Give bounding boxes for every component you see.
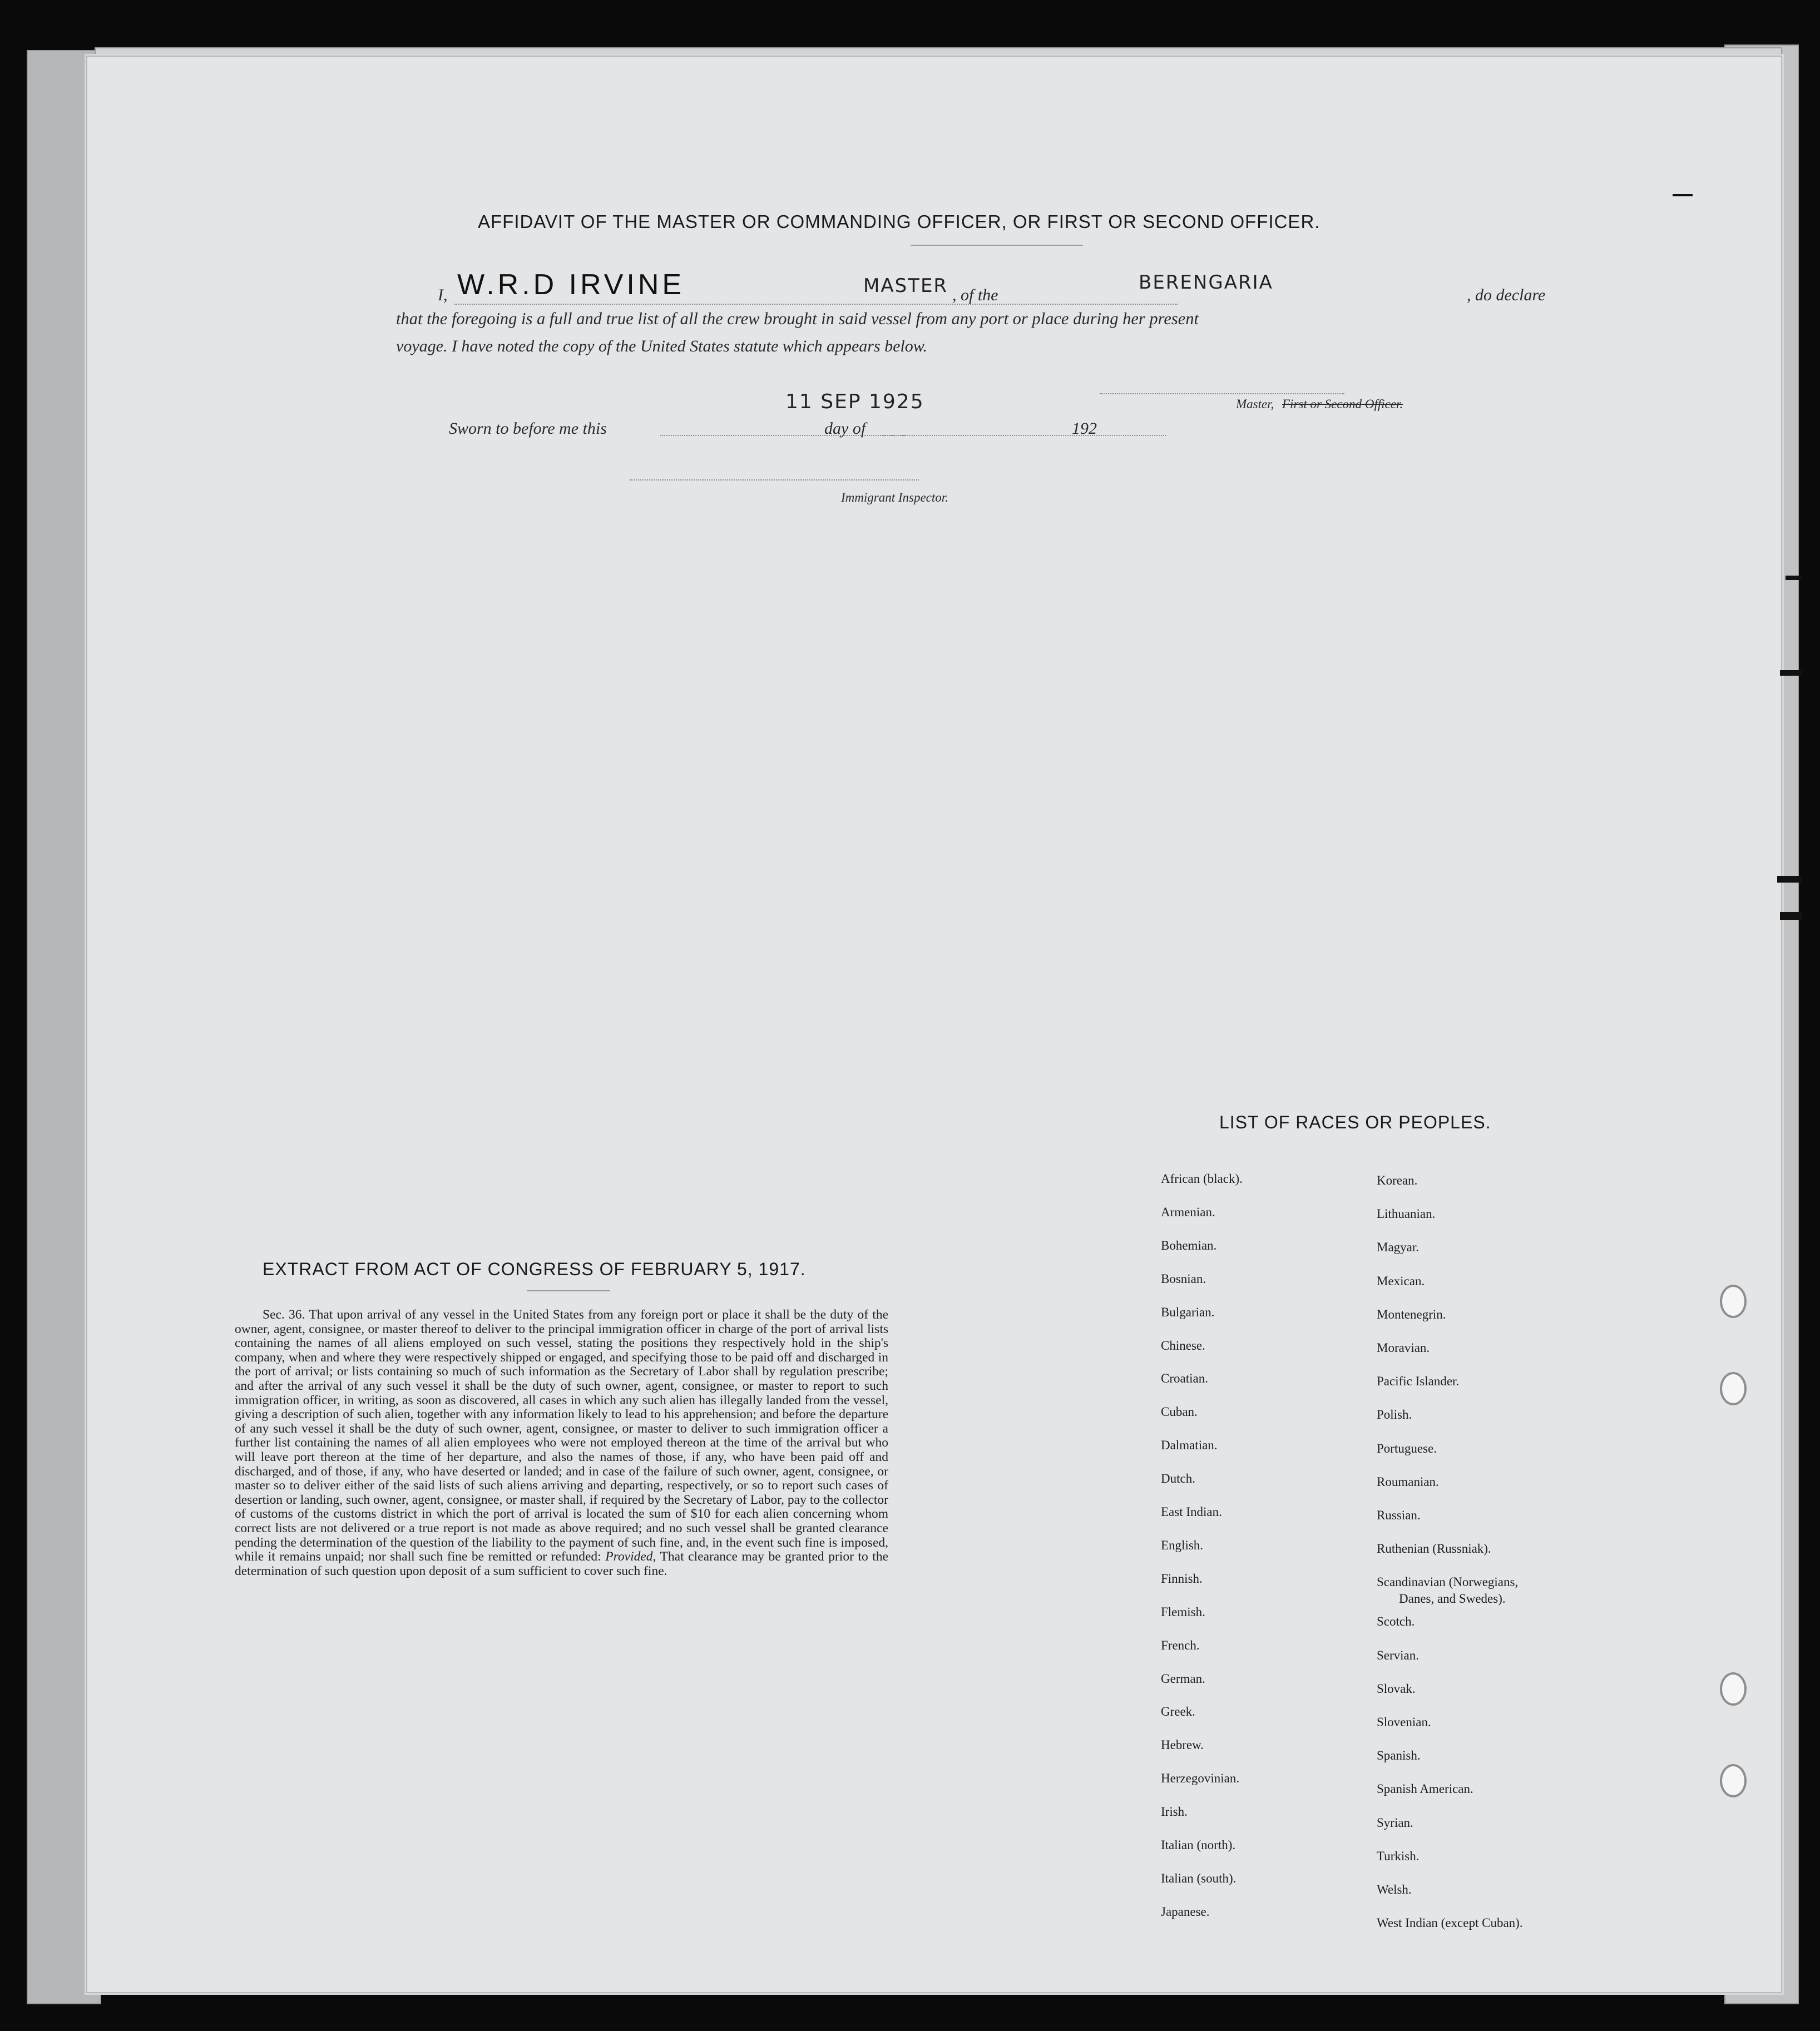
- race-item: Montenegrin.: [1377, 1307, 1446, 1321]
- race-item: Finnish.: [1161, 1571, 1203, 1586]
- race-item: Bohemian.: [1161, 1238, 1217, 1252]
- signature-title: Master,: [1236, 397, 1274, 411]
- races-title: LIST OF RACES OR PEOPLES.: [1219, 1112, 1491, 1132]
- race-item: Italian (north).: [1161, 1838, 1236, 1852]
- punch-hole: [1720, 1764, 1747, 1797]
- race-item: Japanese.: [1161, 1904, 1210, 1919]
- race-item: Armenian.: [1161, 1205, 1215, 1219]
- month-line: [883, 435, 1166, 436]
- affidavit-prefix: I,: [438, 286, 448, 304]
- statute-text: [235, 1308, 888, 1578]
- signature-line: [1100, 393, 1344, 394]
- background-ink-mark: [1777, 876, 1802, 883]
- of-the-label: , of the: [952, 286, 998, 304]
- inspector-line: [630, 479, 919, 480]
- manifest-page: [86, 56, 1782, 1993]
- race-item: Pacific Islander.: [1377, 1374, 1460, 1389]
- race-item: Bosnian.: [1161, 1271, 1206, 1286]
- race-item: Croatian.: [1161, 1371, 1208, 1386]
- race-item: Cuban.: [1161, 1405, 1198, 1419]
- extract-title: EXTRACT FROM ACT OF CONGRESS OF FEBRUARY 5, 1917.: [263, 1259, 806, 1279]
- year-prefix: 192: [1072, 419, 1097, 438]
- race-item: Korean.: [1377, 1173, 1418, 1187]
- race-item: Slovenian.: [1377, 1715, 1431, 1729]
- race-item: Flemish.: [1161, 1604, 1205, 1619]
- race-item: Mexican.: [1377, 1274, 1425, 1288]
- race-item: Lithuanian.: [1377, 1207, 1436, 1221]
- title-rule: [911, 245, 1083, 246]
- race-item: Welsh.: [1377, 1883, 1412, 1896]
- punch-hole: [1720, 1672, 1747, 1706]
- sworn-label: Sworn to before me this: [449, 419, 607, 438]
- sworn-date-line: [660, 435, 905, 436]
- struck-officer-title: First or Second Officer.: [1282, 397, 1403, 411]
- background-ink-mark: [1780, 670, 1802, 676]
- race-item: Portuguese.: [1377, 1441, 1437, 1455]
- race-item: Syrian.: [1377, 1815, 1413, 1830]
- race-item: English.: [1161, 1538, 1204, 1552]
- name-line: [454, 304, 1178, 305]
- race-item: Servian.: [1377, 1648, 1420, 1662]
- race-item: Bulgarian.: [1161, 1305, 1215, 1319]
- race-item: Magyar.: [1377, 1240, 1420, 1255]
- statute-body: That upon arrival of any vessel in the United States from any foreign port or place it shall be the duty of the owner, agent, consignee, or master thereof to deliver to the principal immigration officer in charge of the port of arrival lists containing the names of all aliens employed on such vessel, stating the positions they respectively hold in the ship's company, when and where they were respectively shipped or engaged, and specifying those to be paid off and discharged in the port of arrival; or lists containing so much of such information as the Secretary of Labor shall by regulation prescribe; and after the arrival of any such vessel it shall be the duty of such owner, agent, consignee, or master to report to such immigration officer, in writing, as soon as discovered, all cases in which any such alien has illegally landed from the vessel, giving a description of such alien, together with any information likely to lead to his apprehension; and before the departure of any such vessel it shall be the duty of such owner, agent, consignee, or master to deliver to such immigration officer a further list containing the names of all alien employees who were not employed thereon at the time of the arrival but who will leave port thereon at the time of her departure, and also the names of those, if any, who have been paid off and discharged, and of those, if any, who have deserted or landed; and in case of the failure of such owner, agent, consignee, or master so to deliver either of the said lists of such aliens arriving and departing, respectively, or so to report such cases of desertion or landing, such owner, agent, consignee, or master shall, if required by the Secretary of Labor, pay to the collector of customs of the customs district in which the port of arrival is located the sum of $10 for each alien concerning whom correct lists are not delivered or a true report is not made as above required; and no such vessel shall be granted clearance pending the determination of the question of the liability to the payment of such fine, and, in the event such fine is imposed, while it remains unpaid; nor shall such fine be remitted or refunded:: [235, 1307, 888, 1564]
- race-item: Spanish American.: [1377, 1782, 1473, 1796]
- extract-rule: [527, 1290, 610, 1291]
- background-ink-mark: [1780, 912, 1802, 920]
- day-of-label: day of: [824, 419, 866, 438]
- race-item: Hebrew.: [1161, 1738, 1204, 1752]
- date-stamp: 11 SEP 1925: [785, 390, 924, 413]
- inspector-label: Immigrant Inspector.: [841, 491, 948, 504]
- affidavit-title: AFFIDAVIT OF THE MASTER OR COMMANDING OFFICER, OR FIRST OR SECOND OFFICER.: [478, 211, 1321, 232]
- race-item: Polish.: [1377, 1408, 1412, 1422]
- rank-stamp: MASTER: [863, 275, 948, 297]
- margin-ink-mark: [1673, 194, 1693, 196]
- section-label: Sec. 36.: [263, 1307, 305, 1322]
- proviso-label: Provided,: [605, 1549, 656, 1564]
- race-item: Dalmatian.: [1161, 1438, 1218, 1453]
- declare-label: , do declare: [1467, 286, 1546, 304]
- race-item: German.: [1161, 1671, 1205, 1686]
- affidavit-line-3: voyage. I have noted the copy of the United States statute which appears below.: [396, 337, 928, 355]
- race-item: Slovak.: [1377, 1681, 1416, 1696]
- race-item: Moravian.: [1377, 1341, 1430, 1355]
- proviso-text: That clearance may be granted prior to the determination of such question upon deposit of a sum sufficient to cover such fine.: [235, 1549, 888, 1578]
- vessel-name: BERENGARIA: [1139, 271, 1273, 294]
- race-item: Ruthenian (Russniak).: [1377, 1542, 1491, 1556]
- race-item: West Indian (except Cuban).: [1377, 1916, 1523, 1930]
- background-ink-mark: [1786, 576, 1802, 580]
- race-item: Italian (south).: [1161, 1871, 1237, 1885]
- race-item: Chinese.: [1161, 1338, 1205, 1353]
- race-item: Scotch.: [1377, 1614, 1415, 1629]
- affidavit-line-2: that the foregoing is a full and true list of all the crew brought in said vessel from any port or place during her present: [396, 309, 1199, 328]
- race-item: Scandinavian (Norwegians,: [1377, 1575, 1519, 1589]
- race-item: Turkish.: [1377, 1849, 1420, 1863]
- punch-hole: [1720, 1285, 1747, 1318]
- race-item: Spanish.: [1377, 1748, 1421, 1763]
- race-item: Greek.: [1161, 1705, 1195, 1719]
- race-item: Russian.: [1377, 1508, 1421, 1522]
- master-name: W.R.D IRVINE: [457, 269, 685, 301]
- race-item: African (black).: [1161, 1172, 1243, 1186]
- race-item: East Indian.: [1161, 1505, 1222, 1519]
- race-item: Irish.: [1161, 1805, 1188, 1819]
- race-item: Roumanian.: [1377, 1474, 1439, 1489]
- race-item: Dutch.: [1161, 1472, 1195, 1486]
- race-item: Danes, and Swedes).: [1399, 1592, 1506, 1606]
- punch-hole: [1720, 1372, 1747, 1405]
- race-item: Herzegovinian.: [1161, 1771, 1240, 1786]
- race-item: French.: [1161, 1638, 1200, 1652]
